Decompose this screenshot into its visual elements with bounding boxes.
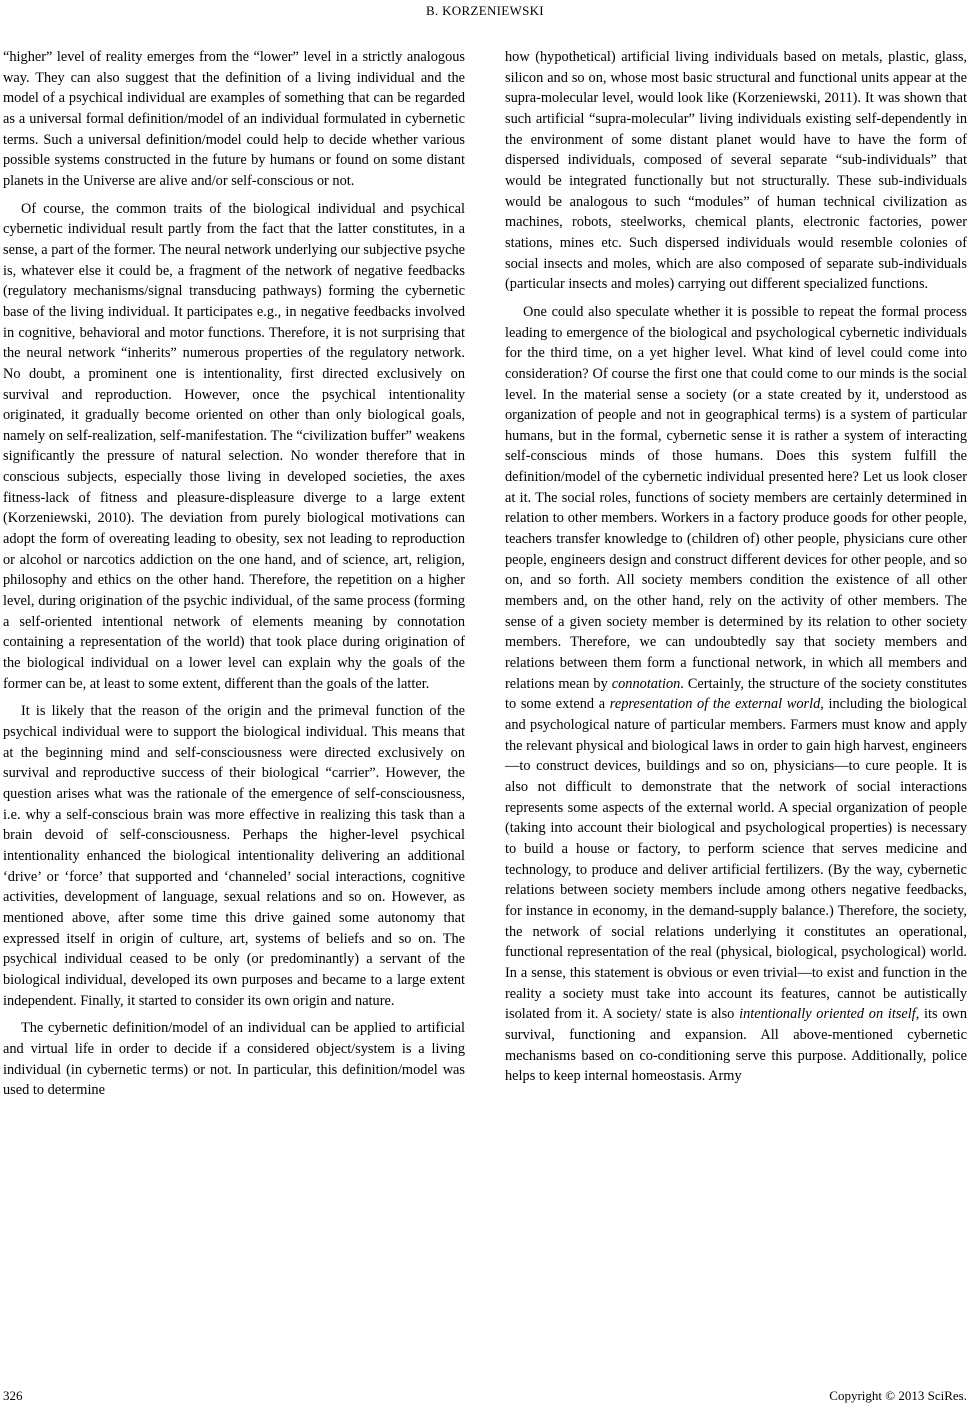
text-run: One could also speculate whether it is possible to repeat the formal process leading to emergence of the biological and psychological cybernetic individuals for the third time, on a yet higher level. What kind of level could come into consideration? Of course the first one that could come to our minds is the social level. In the material sense a society (or a state created by it, understood as organization of people and not in geographical terms) is a system of particular humans, but in the formal, cybernetic sense it is rather a system of interacting self-conscious minds of those humans. Does this system fulfill the definition/model of the cybernetic individual presented here? Let us look closer at it. The social roles, functions of society members are certainly determined in relation to other members. Workers in a factory produce goods for other people, teachers transfer knowledge to (children of) other people, physicians cure other people, engineers design and construct different devices for other people, and so on, and so forth. All society members condition the existence of all other members and, on the other hand, rely on the activity of other members. The sense of a given society member is determined by its relation to other society members. Therefore, we can undoubtedly say that society members and relations between them form a functional network, in which all members and relations mean by bbox=[505, 303, 967, 692]
paragraph: how (hypothetical) artificial living individuals based on metals, plastic, glass, silicon and so on, whose most basic structural and functional units appear at the supra-molecular level, would look like (Korzeniewski, 2011). It was shown that such artificial “supra-molecular” living individuals existing self-dependently in the environment of some distant planet would have to have the form of dispersed individuals, composed of several separate “sub-individuals” that would be integrated functionally but not structurally. These sub-individuals would be analogous to such “modules” of human technical civilization as machines, robots, steelworks, chemical plants, electronic factories, power stations, mines etc. Such dispersed individuals would resemble colonies of social insects and moles, which are also composed of separate sub-individuals (particular insects and moles) carrying out different specialized functions. bbox=[505, 49, 967, 293]
paragraph: “higher” level of reality emerges from the “lower” level in a strictly analogous way. They can also suggest that the definition of a living individual and the model of a psychical individual are examples of something that can be regarded as a universal formal definition/model of an individual formulated in cybernetic terms. Such a universal definition/model could help to decide whether various possible systems constructed in the future by humans or found on some distant planets in the Universe are alive and/or self-conscious or not. bbox=[3, 49, 465, 189]
text-run: , including the biological and psychological nature of particular members. Farmers must know and apply the relevant physical and biological laws in order to gain high harvest, engineers—to construct devices, buildings and so on, physicians—to cure people. It is also not difficult to demonstrate that the network of social interactions represents some aspects of the external world. A special organization of people (taking into account their biological and psychological properties) is necessary to build a house or factory, to perform science that serves medicine and technology, to produce and deliver artificial fertilizers. (By the way, cybernetic relations between society members include among others negative feedbacks, for instance in economy, in the demand-supply balance.) Therefore, the society, the network of social relations underlying it constitutes an operational, functional representation of the real (physical, biological, psychological) world. In a sense, this statement is obvious or even trivial—to exist and function in the reality a society must take into account its features, cannot be autistically isolated from it. A society/ state is also bbox=[505, 696, 967, 1023]
left-column bbox=[3, 47, 465, 1108]
paragraph: The cybernetic definition/model of an individual can be applied to artificial and virtual life in order to decide if a considered object/system is a living individual (in cybernetic terms) or not. In particular, this definition/model was used to determine bbox=[3, 1020, 465, 1099]
text-run: , its own survival, functioning and expansion. All above-mentioned cybernetic mechanisms based on co-conditioning serve this purpose. Additionally, police helps to keep internal homeostasis. Army bbox=[505, 1006, 968, 1085]
page-number: 326 bbox=[3, 1388, 23, 1403]
emphasis-text: intentionally oriented on itself bbox=[739, 1006, 916, 1023]
copyright-notice: Copyright © 2013 SciRes. bbox=[829, 1388, 967, 1403]
paragraph: It is likely that the reason of the origin and the primeval function of the psychical individual were to support the biological individual. This means that at the beginning mind and self-consciousness were directed exclusively on survival and reproductive success of their biological “carrier”. However, the question arises what was the rationale of the emergence of self-consciousness, i.e. why a self-conscious brain was more effective in realizing this task than a brain devoid of self-consciousness. Perhaps the higher-level psychical intentionality enhanced the biological intentionality delivering an additional ‘drive’ or ‘force’ that supported and ‘channeled’ social interactions, cognitive activities, development of language, sexual relations and so on. However, as mentioned above, after some time this drive gained some autonomy that expressed itself in origin of culture, art, systems of beliefs and so on. The psychical individual ceased to be only (or predominantly) a servant of the biological individual, developed its own purposes and became to a large extent independent. Finally, it started to consider its own origin and nature. bbox=[3, 703, 465, 1009]
emphasis-text: representation of the external world bbox=[609, 696, 821, 713]
right-column bbox=[505, 47, 967, 1094]
paragraph bbox=[505, 302, 967, 1087]
running-head: B. KORZENIEWSKI bbox=[426, 3, 544, 18]
paragraph: Of course, the common traits of the biological individual and psychical cybernetic individual result partly from the fact that the latter constitutes, in a sense, a part of the former. The neural network underlying our subjective psyche is, whatever else it could be, a fragment of the network of negative feedbacks (regulatory mechanisms/signal transducing pathways) forming the cybernetic base of the living individual. It participates e.g., in negative feedbacks involved in cognitive, behavioral and motor functions. Therefore, it is not surprising that the neural network “inherits” numerous properties of the regulatory network. No doubt, a prominent one is intentionality, first directed exclusively on survival and reproduction. However, once the psychical intentionality originated, it gradually become oriented on other than only biological goals, namely on self-realization, self-manifestation. The “civilization buffer” weakens significantly the pressure of natural selection. No wonder therefore that in conscious subjects, especially those living in developed societies, the axes fitness-lack of fitness and pleasure-displeasure diverge to a large extent (Korzeniewski, 2010). The deviation from purely biological motivations can adopt the form of overeating leading to obesity, sex not leading to reproduction or alcohol or narcotics addiction on the one hand, and of science, art, religion, philosophy and ethics on the other hand. Therefore, the repetition on a higher level, during origination of the psychic individual, of the same process (forming a self-oriented intentional network of elements meaning by connotation containing a representation of the world) that took place during origination of the biological individual on a lower level can explain why the goals of the former can be, at least to some extent, different than the goals of the latter. bbox=[3, 200, 465, 692]
page-footer bbox=[3, 1388, 967, 1406]
text-run: . Certainly, the structure of the society constitutes to some extend a bbox=[505, 675, 967, 713]
emphasis-text: connotation bbox=[611, 675, 681, 692]
